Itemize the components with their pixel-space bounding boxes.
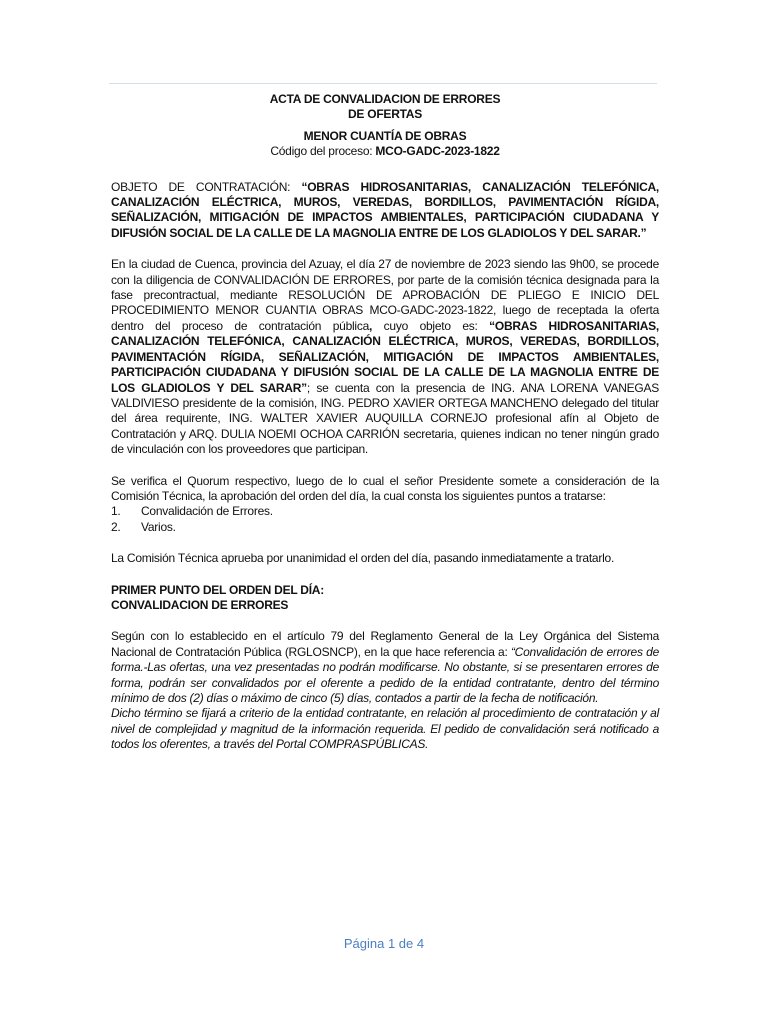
list-item-text: Convalidación de Errores. [141,504,273,519]
objeto-text: “OBRAS HIDROSANITARIAS, CANALIZACIÓN TELEFÓNICA, CANALIZACIÓN ELÉCTRICA, MUROS, VEREDAS, BORDILLOS, PAVIMENTACIÓN RÍGIDA, SEÑALIZACIÓN, MITIGACIÓN DE IMPACTOS AMBIENTALES, PARTICIPACIÓN CIUDADANA Y DIFUSIÓN SOCIAL DE LA CALLE DE LA MAGNOLIA ENTRE DE LOS GLADIOLOS Y DEL SARAR.” [111,179,659,240]
page-number: Página 1 de 4 [343,936,425,951]
approval-paragraph: La Comisión Técnica aprueba por unanimidad el orden del día, pasando inmediatamente a tratarlo. [111,551,615,566]
list-item-text: Varios. [141,519,176,534]
intro-comma: , [369,318,373,333]
intro-objeto-bold: “OBRAS HIDROSANITARIAS, CANALIZACIÓN TELEFÓNICA, CANALIZACIÓN ELÉCTRICA, MUROS, VEREDAS, BORDILLOS, PAVIMENTACIÓN RÍGIDA, SEÑALIZACIÓN, MITIGACIÓN DE IMPACTOS AMBIENTALES, PARTICIPACIÓN CIUDADANA Y DIFUSIÓN SOCIAL DE LA CALLE DE LA MAGNOLIA ENTRE DE LOS GLADIOLOS Y DEL SARAR” [111,318,659,395]
intro-text-2: cuyo objeto es: [372,318,490,333]
objeto-label: OBJETO DE CONTRATACIÓN: [111,179,302,194]
process-code [111,144,659,159]
title-line-2: DE OFERTAS [348,107,422,122]
quorum-paragraph: Se verifica el Quorum respectivo, luego de lo cual el señor Presidente somete a consideración de la Comisión Técnica, la aprobación del orden del día, la cual consta los siguientes puntos a tratarse: [111,473,659,503]
process-code-label: Código del proceso: [270,144,376,159]
subtitle: MENOR CUANTÍA DE OBRAS [303,128,467,143]
objeto-paragraph [111,180,659,242]
header-rule [109,83,657,84]
list-item [111,520,659,535]
regulation-quote-1: “Convalidación de errores de forma.-Las ofertas, una vez presentadas no podrán modificarse. No obstante, si se presentaren errores de forma, podrán ser convalidados por el oferente a pedido de la entidad contratante, dentro del término mínimo de dos (2) días o máximo de cinco (5) días, contados a partir de la fecha de notificación. [111,644,659,705]
agenda-list [111,504,659,535]
intro-paragraph [111,257,659,457]
list-item-number: 2. [111,519,121,534]
intro-text-1: En la ciudad de Cuenca, provincia del Azuay, el día 27 de noviembre de 2023 siendo las 9h00, se procede con la diligencia de CONVALIDACIÓN DE ERRORES, por parte de la comisión técnica designada para la fase precontractual, mediante RESOLUCIÓN DE APROBACIÓN DE PLIEGO E INICIO DEL PROCEDIMIENTO MENOR CUANTIA OBRAS MCO-GADC-2023-1822, luego de receptada la oferta dentro del proceso de contratación pública [111,257,659,333]
section-heading-2: CONVALIDACION DE ERRORES [111,597,289,612]
title-line-1: ACTA DE CONVALIDACION DE ERRORES [269,92,501,106]
intro-text-3: ; se cuenta con la presencia de ING. ANA LORENA VANEGAS VALDIVIESO presidente de la comisión, ING. PEDRO XAVIER ORTEGA MANCHENO delegado del titular del área requirente, ING. WALTER XAVIER AUQUILLA CORNEJO profesional afín al Objeto de Contratación y ARQ. DULIA NOEMI OCHOA CARRIÓN secretaria, quienes indican no tener ningún grado de vinculación con los proveedores que participan. [111,380,659,457]
process-code-value: MCO-GADC-2023-1822 [375,144,500,159]
list-item [111,504,659,519]
regulation-paragraph [111,629,659,706]
list-item-number: 1. [111,504,121,519]
regulation-quote-2: Dicho término se fijará a criterio de la entidad contratante, en relación al procedimiento de contratación y al nivel de complejidad y magnitud de la información requerida. El pedido de convalidación será notificado a todos los oferentes, a través del Portal COMPRASPÚBLICAS. [111,706,659,752]
section-heading-1: PRIMER PUNTO DEL ORDEN DEL DÍA: [111,582,324,597]
document-body [111,92,659,753]
regulation-text: Según con lo establecido en el artículo 79 del Reglamento General de la Ley Orgánica del Sistema Nacional de Contratación Pública (RGLOSNCP), en la que hace referencia a: [111,629,659,659]
